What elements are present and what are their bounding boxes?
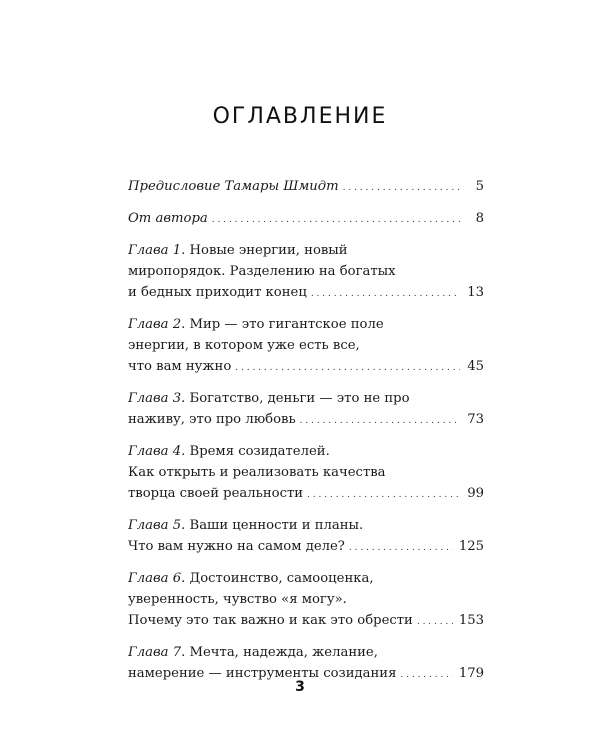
toc-entry (128, 388, 484, 432)
dot-leader (212, 208, 460, 231)
toc-entry (128, 441, 484, 506)
toc-entry-line (128, 314, 484, 335)
toc-entry-line (128, 441, 484, 462)
dot-leader (343, 176, 460, 199)
toc-entry-line (128, 409, 484, 432)
chapter-title: Богатство, деньги — это не про (189, 391, 410, 406)
toc-entry (128, 314, 484, 379)
toc-page-number: 45 (467, 359, 484, 374)
toc-entry (128, 176, 484, 199)
toc-page-number: 99 (467, 486, 484, 501)
chapter-title: От автора (128, 211, 208, 226)
toc-entry-line (128, 589, 484, 610)
chapter-title: энергии, в котором уже есть все, (128, 338, 360, 353)
dot-leader (417, 610, 453, 633)
chapter-label: Глава 4. (128, 444, 190, 459)
chapter-label: Глава 1. (128, 243, 190, 258)
toc-page-number: 8 (475, 211, 484, 226)
toc-entry-line (128, 282, 484, 305)
toc-entry-line (128, 642, 484, 663)
toc-entry-line (128, 536, 484, 559)
chapter-label: Глава 2. (128, 317, 190, 332)
page-title: ОГЛАВЛЕНИЕ (212, 104, 388, 129)
chapter-title: уверенность, чувство «я могу». (128, 592, 347, 607)
chapter-title: Новые энергии, новый (189, 243, 348, 258)
toc-page-number: 125 (458, 539, 484, 554)
table-of-contents (128, 176, 484, 695)
chapter-title: наживу, это про любовь (128, 412, 296, 427)
toc-entry-line (128, 240, 484, 261)
chapter-label: Глава 7. (128, 645, 190, 660)
toc-page-number: 179 (458, 666, 484, 681)
toc-page-number: 153 (458, 613, 484, 628)
chapter-title: творца своей реальности (128, 486, 304, 501)
dot-leader (349, 536, 453, 559)
toc-entry (128, 515, 484, 559)
chapter-title: что вам нужно (128, 359, 232, 374)
dot-leader (300, 409, 460, 432)
chapter-title: Мечта, надежда, желание, (189, 645, 378, 660)
chapter-title: Достоинство, самооценка, (189, 571, 374, 586)
toc-page-number: 73 (467, 412, 484, 427)
chapter-title: миропорядок. Разделению на богатых (128, 264, 396, 279)
toc-entry (128, 240, 484, 305)
toc-entry-line (128, 515, 484, 536)
toc-entry-line (128, 261, 484, 282)
page-number: 3 (295, 679, 305, 695)
toc-entry-line (128, 610, 484, 633)
toc-entry (128, 568, 484, 633)
chapter-title: Как открыть и реализовать качества (128, 465, 386, 480)
chapter-title: Мир — это гигантское поле (189, 317, 384, 332)
chapter-title: и бедных приходит конец (128, 285, 307, 300)
dot-leader (307, 483, 460, 506)
dot-leader (311, 282, 460, 305)
chapter-title: Предисловие Тамары Шмидт (128, 179, 339, 194)
toc-page-number: 5 (475, 179, 484, 194)
chapter-title: Что вам нужно на самом деле? (128, 539, 345, 554)
toc-entry-line (128, 483, 484, 506)
chapter-title: Время созидателей. (189, 444, 330, 459)
chapter-label: Глава 6. (128, 571, 190, 586)
dot-leader (235, 356, 460, 379)
chapter-label: Глава 5. (128, 518, 190, 533)
toc-entry-line (128, 568, 484, 589)
toc-entry-line (128, 176, 484, 199)
toc-entry-line (128, 208, 484, 231)
chapter-title: Почему это так важно и как это обрести (128, 613, 413, 628)
toc-entry-line (128, 356, 484, 379)
toc-entry-line (128, 462, 484, 483)
toc-entry-line (128, 388, 484, 409)
chapter-label: Глава 3. (128, 391, 190, 406)
chapter-title: Ваши ценности и планы. (189, 518, 364, 533)
chapter-title: намерение — инструменты созидания (128, 666, 397, 681)
toc-page-number: 13 (467, 285, 484, 300)
toc-entry (128, 208, 484, 231)
toc-entry-line (128, 335, 484, 356)
